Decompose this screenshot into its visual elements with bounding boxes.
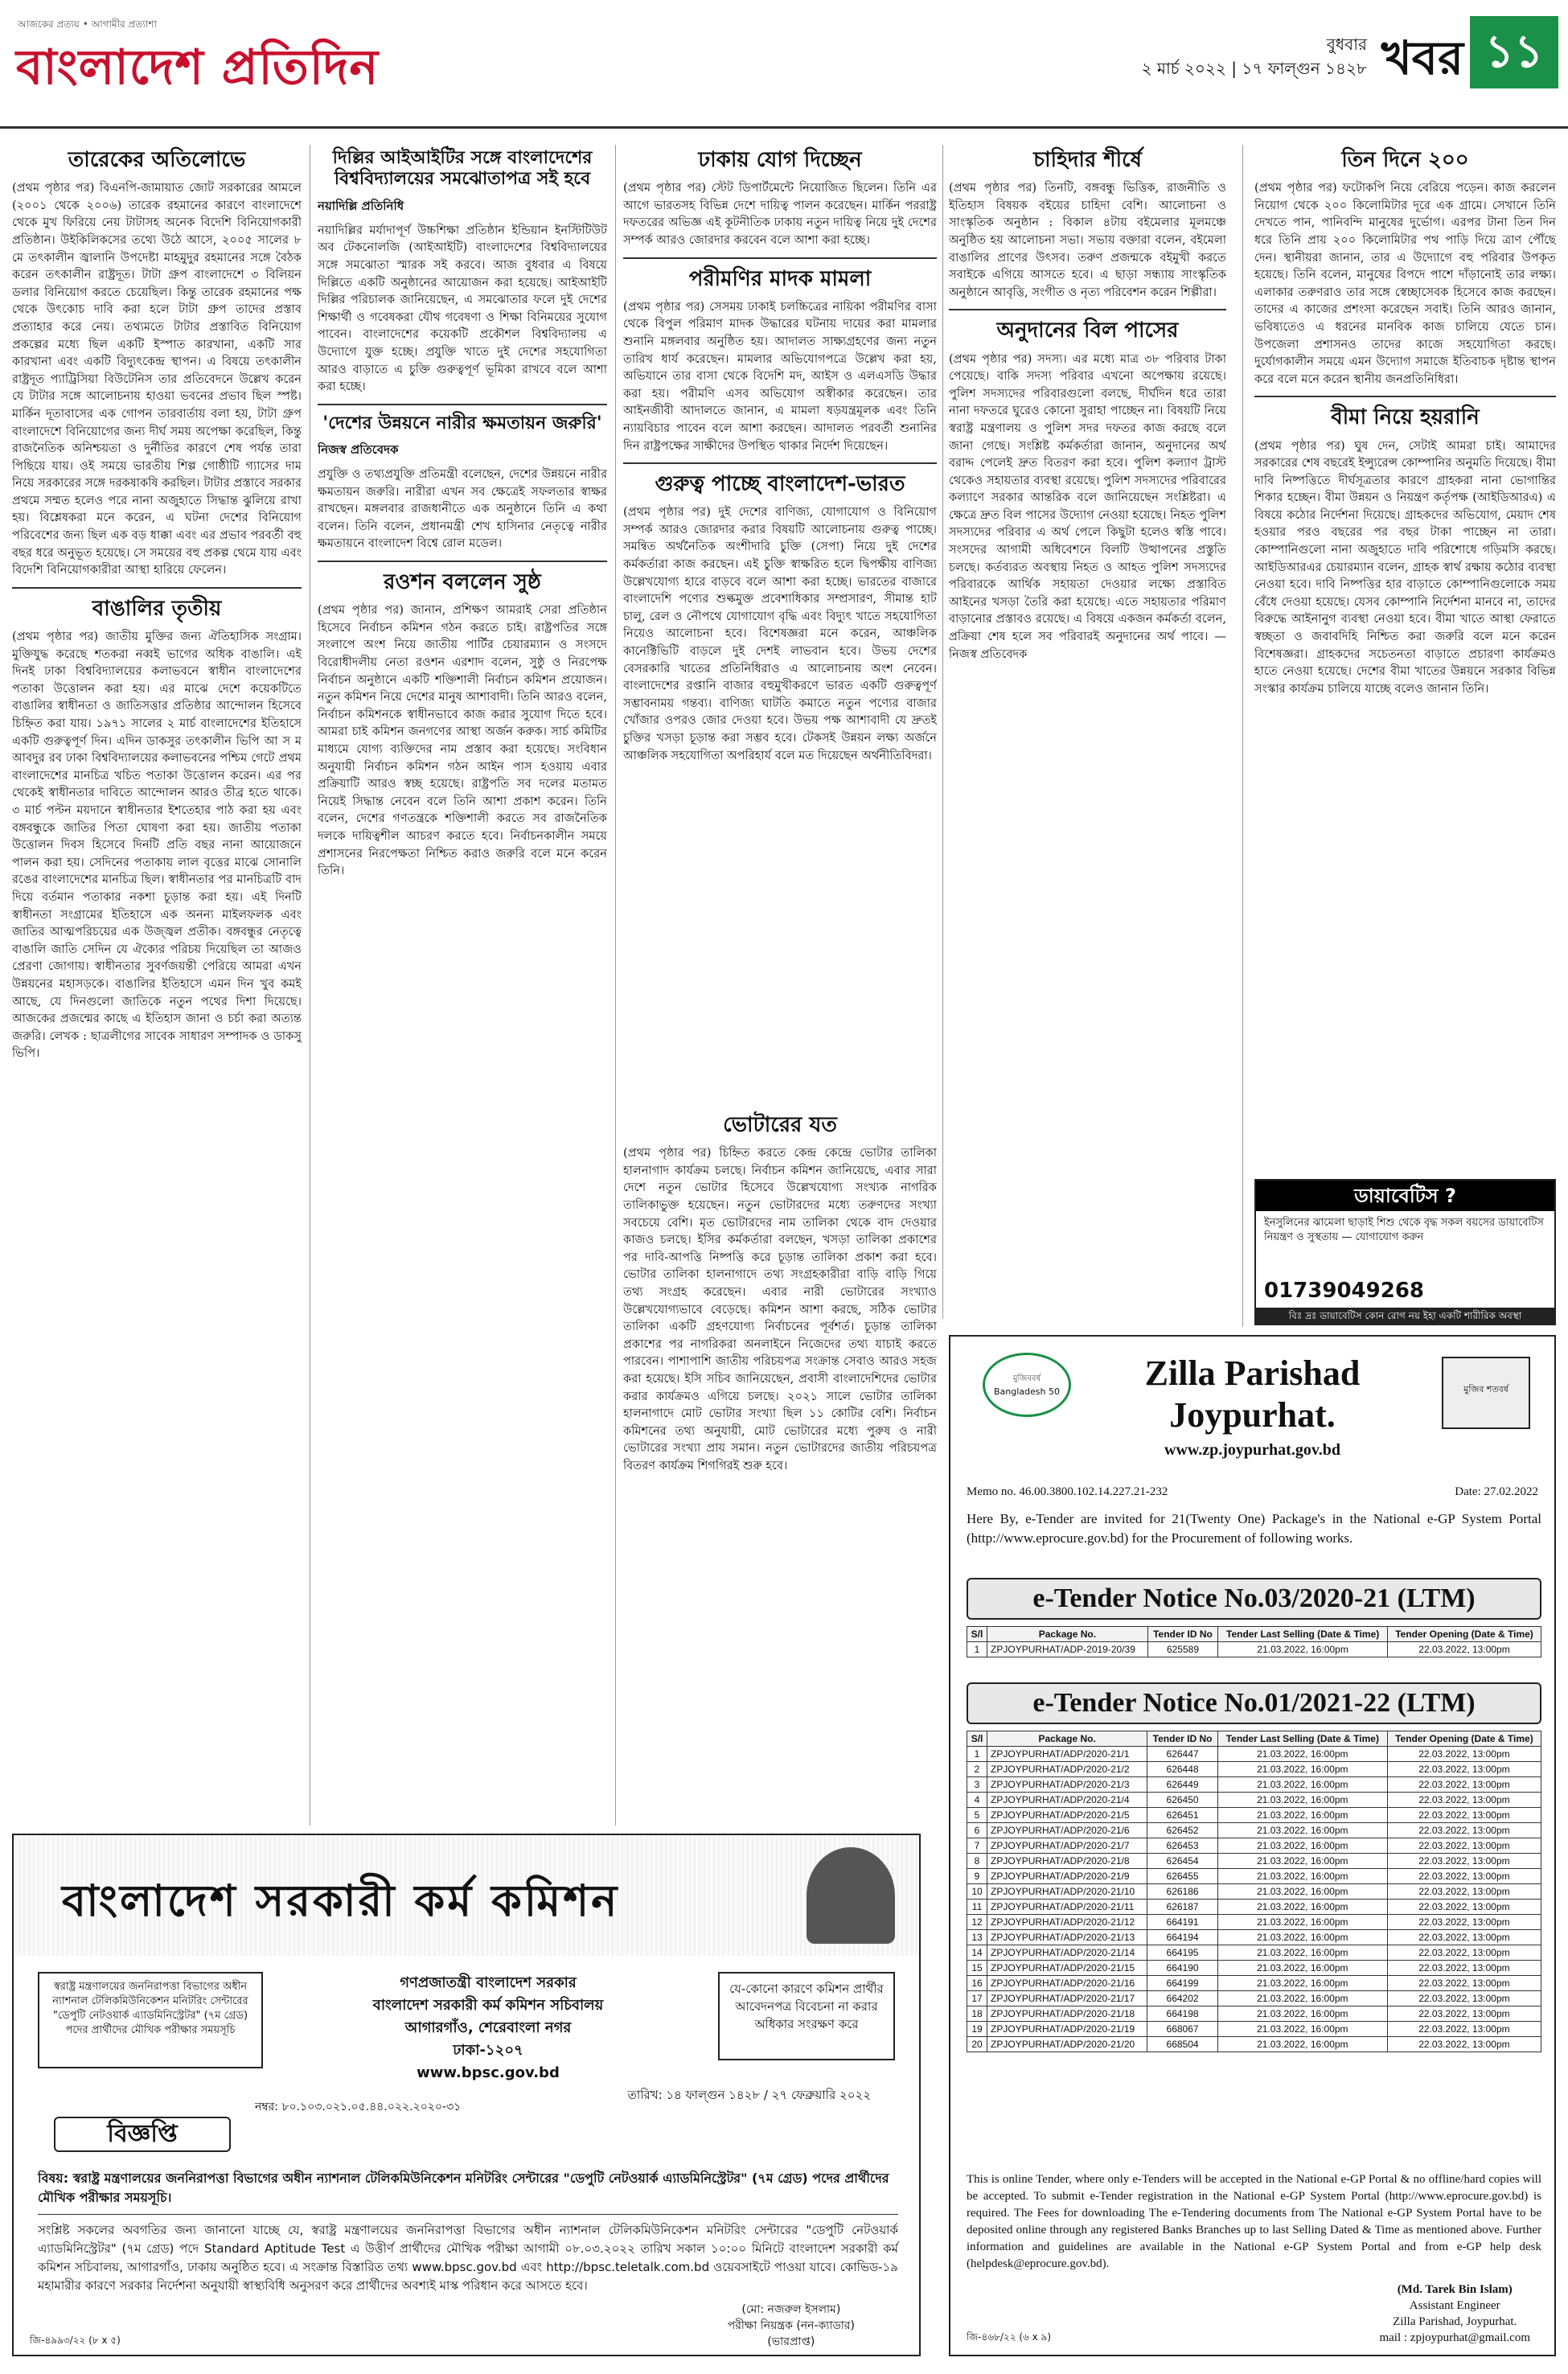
table-cell: ZPJOYPURHAT/ADP/2020-21/16 (987, 1976, 1147, 1991)
table-row (967, 1823, 1541, 1838)
headline: চাহিদার শীর্ষে (1033, 148, 1142, 172)
article-body: প্রযুক্তি ও তথ্যপ্রযুক্তি প্রতিমন্ত্রী বলেছেন, দেশের উন্নয়নে নারীর ক্ষমতায়ন জরুরি। নারীরা এখন সব ক্ষেত্রেই সফলতার স্বাক্ষর রাখছেন। মঙ্গলবার রাজধানীতে এক অনুষ্ঠানে তিনি এ কথা বলেন। তিনি বলেন, প্রধানমন্ত্রী শেখ হাসিনার নেতৃত্বে নারীর ক্ষমতায়নে বাংলাদেশ বিশ্বে রোল মডেল। (318, 467, 607, 551)
table-cell: 18 (967, 2006, 987, 2022)
table-row (967, 2006, 1541, 2022)
article-body: (প্রথম পৃষ্ঠার পর) তিনটি, বঙ্গবন্ধু ভিত্তিক, রাজনীতি ও ইতিহাস বিষয়ক বইয়ের চাহিদা বেশি। আলোচনা ও সাংস্কৃতিক অনুষ্ঠান : বিকাল ৪টায় বইমেলার মূলমঞ্চে অনুষ্ঠিত হয় আলোচনা সভা। সভায় বক্তারা বলেন, বইমেলা বাঙালির প্রাণের উৎসব। তরুণ প্রজন্মকে বইমুখী করতে সবাইকে এগিয়ে আসতে হবে। এ ছাড়া সন্ধ্যায় সাংস্কৃতিক অনুষ্ঠানে আবৃত্তি, সংগীত ও নৃত্য পরিবেশন করেন শিল্পীরা। (949, 181, 1226, 299)
table-row (967, 1915, 1541, 1930)
mujib-year-badge: মুজিব শতবর্ষ (1442, 1357, 1530, 1429)
table-cell: 11 (967, 1900, 987, 1915)
table-cell: 21.03.2022, 16:00pm (1217, 1915, 1387, 1930)
table-cell: 21.03.2022, 16:00pm (1217, 1869, 1387, 1884)
bpsc-body: সংশ্লিষ্ট সকলের অবগতির জন্য জানানো যাচ্ছে যে, স্বরাষ্ট্র মন্ত্রণালয়ের জননিরাপত্তা বিভাগের অধীন ন্যাশনাল টেলিকমিউনিকেশন মনিটরিং সেন্টারের "ডেপুটি নেটওয়ার্ক এ্যাডমিনিস্ট্রেটর" (৭ম গ্রেড) পদে Standard Aptitude Test এ উত্তীর্ণ প্রার্থীদের মৌখিক পরীক্ষা আগামী ০৮.০৩.২০২২ তারিখ সকাল ১০:০০ মিনিটে বাংলাদেশ সরকারী কর্ম কমিশন সচিবালয়, আগারগাঁও, ঢাকায় অনুষ্ঠিত হবে। এ সংক্রান্ত বিস্তারিত তথ্য www.bpsc.gov.bd এবং http://bpsc.teletalk.com.bd ওয়েবসাইটে পাওয়া যাবে। কোভিড-১৯ মহামারীর কারণে সরকার নির্দেশনা অনুযায়ী স্বাস্থ্যবিধি অনুসরণ করে প্রার্থীদের অবশ্যই মাস্ক পরিধান করে আসতে হবে। (38, 2223, 898, 2293)
headline: ঢাকায় যোগ দিচ্ছেন (698, 148, 862, 172)
table-cell: 21.03.2022, 16:00pm (1217, 2022, 1387, 2037)
article-body: নয়াদিল্লির মর্যাদাপূর্ণ উচ্চশিক্ষা প্রতিষ্ঠান ইন্ডিয়ান ইনস্টিটিউট অব টেকনোলজি (আইআইটি) বাংলাদেশের বিশ্ববিদ্যালয়ের সঙ্গে সমঝোতা স্মারক সই করবে। আজ বুধবার এ বিষয়ে দিল্লিতে একটি অনুষ্ঠানের আয়োজন করা হয়েছে। আইআইটি দিল্লির পরিচালক জানিয়েছেন, এ সমঝোতার ফলে দুই দেশের শিক্ষার্থী ও গবেষকরা যৌথ গবেষণা ও শিক্ষা বিনিময়ের সুযোগ পাবেন। বাংলাদেশের কয়েকটি প্রকৌশল বিশ্ববিদ্যালয় এ উদ্যোগে যুক্ত হচ্ছে। প্রযুক্তি খাতে দুই দেশের সহযোগিতা আরও বাড়াতে এ চুক্তি গুরুত্বপূর্ণ ভূমিকা রাখবে বলে আশা করা হচ্ছে। (318, 223, 607, 394)
table-cell: 22.03.2022, 13:00pm (1387, 1976, 1541, 1991)
newspaper-logo: বাংলাদেশ প্রতিদিন (16, 39, 380, 96)
table-cell: 22.03.2022, 13:00pm (1387, 1915, 1541, 1930)
article-body: (প্রথম পৃষ্ঠার পর) স্টেট ডিপার্টমেন্টে নিয়োজিত ছিলেন। তিনি এর আগে ভারতসহ বিভিন্ন দেশে দায়িত্ব পালন করেছেন। মার্কিন পররাষ্ট্র দফতরের অভিজ্ঞ এই কূটনীতিক ঢাকায় নতুন দায়িত্ব নিয়ে দুই দেশের সম্পর্ক আরও জোরদার করবেন বলে আশা করা হচ্ছে। (623, 181, 937, 247)
table-cell: 21.03.2022, 16:00pm (1217, 1747, 1387, 1762)
column-divider (942, 145, 943, 1319)
table-cell: 17 (967, 1991, 987, 2006)
ad-headline: ডায়াবেটিস ? (1256, 1181, 1554, 1211)
tender-table-1 (967, 1626, 1541, 1657)
table-cell: ZPJOYPURHAT/ADP/2020-21/8 (987, 1854, 1147, 1869)
table-cell: 20 (967, 2037, 987, 2052)
table-header: Tender Opening (Date & Time) (1387, 1731, 1541, 1747)
table-cell: 22.03.2022, 13:00pm (1387, 1808, 1541, 1823)
table-cell: 15 (967, 1961, 987, 1976)
table-cell: 21.03.2022, 16:00pm (1217, 1777, 1387, 1793)
table-cell: ZPJOYPURHAT/ADP/2020-21/9 (987, 1869, 1147, 1884)
table-cell: 21.03.2022, 16:00pm (1217, 2006, 1387, 2022)
table-cell: ZPJOYPURHAT/ADP/2020-21/7 (987, 1838, 1147, 1854)
table-row (967, 1991, 1541, 2006)
table-cell: 22.03.2022, 13:00pm (1387, 1777, 1541, 1793)
table-row (967, 1900, 1541, 1915)
table-cell: 626455 (1147, 1869, 1218, 1884)
logo-caption: মুজিববর্ষ (1012, 1374, 1041, 1383)
ad-text: ইনসুলিনের ঝামেলা ছাড়াই শিশু থেকে বৃদ্ধ সকল বয়সের ডায়াবেটিস নিয়ন্ত্রণ ও সুস্থতায় — যোগাযোগ করুন (1264, 1217, 1544, 1243)
signer-mail: mail : zpjoypurhat@gmail.com (1379, 2331, 1530, 2344)
table-cell: 5 (967, 1808, 987, 1823)
column-1 (12, 145, 302, 1826)
table-cell: 664202 (1147, 1991, 1218, 2006)
logo-tagline: আজকের প্রত্যয় • আগামীর প্রত্যাশা (18, 18, 157, 30)
table-cell: 1 (967, 1642, 987, 1657)
table-row (967, 1642, 1541, 1657)
table-cell: 21.03.2022, 16:00pm (1217, 1808, 1387, 1823)
bpsc-address: গণপ্রজাতন্ত্রী বাংলাদেশ সরকার বাংলাদেশ সরকারী কর্ম কমিশন সচিবালয় আগারগাঁও, শেরেবাংলা নগর ঢাকা-১২০৭ www.bpsc.gov.bd (372, 1974, 604, 2081)
table-row (967, 1930, 1541, 1945)
headline: 'দেশের উন্নয়নে নারীর ক্ষমতায়ন জরুরি' (322, 413, 602, 433)
column-divider (615, 145, 616, 1826)
divider (1254, 396, 1556, 397)
bpsc-left-box: স্বরাষ্ট্র মন্ত্রণালয়ের জননিরাপত্তা বিভাগের অধীন ন্যাশনাল টেলিকমিউনিকেশন মনিটরিং সেন্টারের "ডেপুটি নেটওয়ার্ক এ্যাডমিনিস্ট্রেটর" (৭ম গ্রেড) পদের প্রার্থীদের মৌখিক পরীক্ষার সময়সূচি (38, 1972, 263, 2068)
table-cell: 22.03.2022, 13:00pm (1387, 2006, 1541, 2022)
portrait-image (807, 1847, 895, 1944)
table-cell: 22.03.2022, 13:00pm (1387, 1747, 1541, 1762)
table-cell: 22.03.2022, 13:00pm (1387, 1793, 1541, 1808)
article-body: (প্রথম পৃষ্ঠার পর) ঘুষ দেন, সেটাই আমরা চাই। আমাদের সরকারের শেষ বছরেই ইন্স্যুরেন্স কোম্পানির অনুমতি দিয়েছে। বীমা দাবি নিষ্পত্তিতে দীর্ঘসূত্রতার কারণে গ্রাহকরা নানা ভোগান্তির শিকার হচ্ছেন। বীমা উন্নয়ন ও নিয়ন্ত্রণ কর্তৃপক্ষ (আইডিআরএ) এ বিষয়ে কঠোর নির্দেশনা দিয়েছে। গ্রাহকদের অভিযোগ, মেয়াদ শেষ হওয়ার পরও বছরের পর বছর টাকা পাচ্ছেন না তারা। কোম্পানিগুলো নানা অজুহাতে দাবি পরিশোধে গড়িমসি করছে। আইডিআরএর চেয়ারম্যান বলেন, গ্রাহক স্বার্থ রক্ষায় কঠোর ব্যবস্থা নেওয়া হবে। দাবি নিষ্পত্তির হার বাড়াতে কোম্পানিগুলোকে সময় বেঁধে দেওয়া হয়েছে। যেসব কোম্পানি নির্দেশনা মানবে না, তাদের বিরুদ্ধে আইনানুগ ব্যবস্থা নেওয়া হবে। বীমা খাতে আস্থা ফেরাতে স্বচ্ছতা ও জবাবদিহি নিশ্চিত করা জরুরি বলে মনে করেন বিশেষজ্ঞরা। গ্রাহকদের সচেতনতা বাড়াতে প্রচারণা কার্যক্রমও হাতে নেওয়া হয়েছে। দেশের বীমা খাতের উন্নয়নে সরকার বিভিন্ন সংস্কার কার্যক্রম চালিয়ে যাচ্ছে বলেও জানান তিনি। (1254, 438, 1556, 696)
bpsc-memo: নম্বর: ৮০.১০৩.০২১.০৫.৪৪.০২২.২০২০-৩১ (255, 2101, 462, 2113)
column-divider (1242, 145, 1243, 1327)
table-cell: 22.03.2022, 13:00pm (1387, 1991, 1541, 2006)
tender-notice (949, 1335, 1556, 2356)
table-cell: ZPJOYPURHAT/ADP/2020-21/15 (987, 1961, 1147, 1976)
headline: ভোটারের যত (723, 1113, 837, 1137)
table-cell: 22.03.2022, 13:00pm (1387, 1869, 1541, 1884)
tender-intro: Here By, e-Tender are invited for 21(Twenty One) Package's in the National e-GP System Portal (http://www.eprocure.gov.bd) for the Procurement of following works. (967, 1511, 1541, 1546)
notice-heading-1: e-Tender Notice No.03/2020-21 (LTM) (967, 1578, 1541, 1620)
bpsc-date: তারিখ: ১৪ ফাল্গুন ১৪২৮ / ২৭ ফেব্রুয়ারি ২০২২ (627, 2088, 871, 2102)
article-body: (প্রথম পৃষ্ঠার পর) বিএনপি-জামায়াত জোট সরকারের আমলে (২০০১ থেকে ২০০৬) তারেক রহমানের কারণে বাংলাদেশে থেকে মুখ ফিরিয়ে নেয় টাটাসহ অনেক বিদেশি বিনিয়োগকারী প্রতিষ্ঠান। উইকিলিকসের তথ্যে উঠে আসে, ২০০৫ সালের ৮ মে তৎকালীন জ্বালানি উপদেষ্টা মাহমুদুর রহমানের সঙ্গে বৈঠক করেন তৎকালীন রাষ্ট্রদূত। টাটা গ্রুপ বাংলাদেশে ৩ বিলিয়ন ডলার বিনিয়োগ করতে চেয়েছিল। কিন্তু তারেক রহমানের পক্ষ থেকে উৎকোচ দাবি করা হলে টাটা গ্রুপ তাদের প্রস্তাব প্রত্যাহার করে নেয়। তথ্যমতে টাটার প্রস্তাবিত বিনিয়োগ প্রকল্পের মধ্যে ছিল একটি ইস্পাত কারখানা, একটি সার কারখানা এবং একটি বিদ্যুৎকেন্দ্র স্থাপন। এ বিষয়ে তৎকালীন রাষ্ট্রদূত প্যাট্রিসিয়া বিউটেনিস তার প্রতিবেদনে উল্লেখ করেন যে টাটার সঙ্গে আলোচনায় হাওয়া ভবনের প্রভাব ছিল স্পষ্ট। মার্কিন দূতাবাসের এক গোপন তারবার্তায় বলা হয়, টাটা গ্রুপ বাংলাদেশে বিনিয়োগের জন্য দীর্ঘ সময় অপেক্ষা করেছিল, কিন্তু রাজনৈতিক অনিশ্চয়তা ও দুর্নীতির কারণে শেষ পর্যন্ত তারা পিছিয়ে যায়। ওই সময়ে ভারতীয় শিল্প গোষ্ঠীটি গ্যাসের দাম নিয়ে সরকারের সঙ্গে দরকষাকষি করছিল। টাটার প্রস্তাবে সরকার প্রথমে সম্মত হলেও পরে নানা অজুহাতে সিদ্ধান্ত ঝুলিয়ে রাখা হয়। বিশ্লেষকরা মনে করেন, এ ঘটনা দেশের বিনিয়োগ পরিবেশের জন্য ছিল এক বড় ধাক্কা এবং এর প্রভাব পরবর্তী বহু বছর ধরে অনুভূত হয়েছে। সে সময়ের বহু প্রকল্প থেমে যায় এবং বিদেশি বিনিয়োগকারীরা আস্থা হারিয়ে ফেলেন। (12, 181, 302, 577)
signer-org: Zilla Parishad, Joypurhat. (1393, 2315, 1517, 2328)
headline: তিন দিনে ২০০ (1341, 148, 1469, 172)
table-cell: 21.03.2022, 16:00pm (1217, 1793, 1387, 1808)
table-cell: 21.03.2022, 16:00pm (1218, 1642, 1388, 1657)
table-row (967, 1793, 1541, 1808)
table-cell: 626186 (1147, 1884, 1218, 1900)
divider (949, 309, 1226, 310)
bpsc-banner (14, 1835, 919, 1956)
memo-number: Memo no. 46.00.3800.102.14.227.21-232 (967, 1485, 1168, 1498)
table-row (967, 1945, 1541, 1961)
table-cell: 664198 (1147, 2006, 1218, 2022)
table-cell: 625589 (1147, 1642, 1218, 1657)
table-cell: 14 (967, 1945, 987, 1961)
signer-name: (Md. Tarek Bin Islam) (1397, 2283, 1513, 2296)
table-header: Tender Opening (Date & Time) (1388, 1627, 1541, 1642)
table-cell: 21.03.2022, 16:00pm (1217, 1854, 1387, 1869)
bpsc-subject: বিষয়: স্বরাষ্ট্র মন্ত্রণালয়ের জননিরাপত্তা বিভাগের অধীন ন্যাশনাল টেলিকমিউনিকেশন মনিটরিং সেন্টারের "ডেপুটি নেটওয়ার্ক এ্যাডমিনিস্ট্রেটর" (৭ম গ্রেড) পদের প্রার্থীদের মৌখিক পরীক্ষার সময়সূচি। (38, 2169, 898, 2215)
table-row (967, 2022, 1541, 2037)
table-cell: ZPJOYPURHAT/ADP/2020-21/1 (987, 1747, 1147, 1762)
table-cell: 668504 (1147, 2037, 1218, 2052)
table-header: S/l (967, 1627, 987, 1642)
divider (623, 462, 937, 464)
table-cell: 8 (967, 1854, 987, 1869)
website-url: www.zp.joypurhat.gov.bd (1164, 1441, 1340, 1459)
page-number: ১১ (1470, 16, 1558, 88)
table-cell: ZPJOYPURHAT/ADP/2020-21/10 (987, 1884, 1147, 1900)
bpsc-notice (12, 1834, 921, 2356)
bpsc-title: বাংলাদেশ সরকারী কর্ম কমিশন (62, 1875, 620, 1926)
table-cell: 21.03.2022, 16:00pm (1217, 1930, 1387, 1945)
table-cell: 664199 (1147, 1976, 1218, 1991)
jubilee-logo-icon (983, 1353, 1071, 1417)
bpsc-right-box: যে-কোনো কারণে কমিশন প্রার্থীর আবেদনপত্র বিবেচনা না করার অধিকার সংরক্ষণ করে (718, 1972, 895, 2060)
ad-code: জি-৪৯৯৩/২২ (৮ x ৫) (30, 2335, 121, 2346)
tender-table-2 (967, 1731, 1541, 2052)
tender-signature (1379, 2282, 1530, 2346)
table-cell: 1 (967, 1747, 987, 1762)
article-body: (প্রথম পৃষ্ঠার পর) সদস্য। এর মধ্যে মাত্র ৩৮ পরিবার টাকা পেয়েছে। বাকি সদস্য পরিবার এখনো অপেক্ষায় রয়েছে। পুলিশ সদস্যদের পরিবারগুলো বলছে, দীর্ঘদিন ধরে তারা নানা দফতরে ঘুরেও কোনো সুরাহা পাচ্ছেন না। বিষয়টি নিয়ে স্বরাষ্ট্র মন্ত্রণালয় ও পুলিশ সদর দফতর কাজ করছে বলে জানা গেছে। সংশ্লিষ্ট কর্মকর্তারা জানান, অনুদানের অর্থ বরাদ্দ পেলেই দ্রুত বিতরণ করা হবে। পুলিশ কল্যাণ ট্রাস্ট থেকেও সহায়তার ব্যবস্থা রয়েছে। পুলিশ সদস্যদের পরিবারের কল্যাণে সরকার আন্তরিক বলে জানিয়েছেন সংশ্লিষ্টরা। এ ক্ষেত্রে দ্রুত বিল পাসের উদ্যোগ নেওয়া হয়েছে। নিহত পুলিশ সদস্যদের পরিবার এ অর্থ পেলে কিছুটা হলেও স্বস্তি পাবে। সংসদের আগামী অধিবেশনে বিলটি উত্থাপনের প্রস্তুতি চলছে। কর্তব্যরত অবস্থায় নিহত ও আহত পুলিশ সদস্যদের পরিবারকে আর্থিক সহায়তা দেওয়ার লক্ষ্যে প্রস্তাবিত আইনের খসড়া তৈরি করা হয়েছে। এতে সহায়তার পরিমাণ বাড়ানোর প্রস্তাবও রয়েছে। এ বিষয়ে একজন কর্মকর্তা বলেন, প্রক্রিয়া শেষ হলে সব পরিবারই অনুদানের অর্থ পাবে। — নিজস্ব প্রতিবেদক (949, 351, 1226, 661)
table-row (967, 1976, 1541, 1991)
table-cell: 21.03.2022, 16:00pm (1217, 1838, 1387, 1854)
headline: অনুদানের বিল পাসের (996, 318, 1179, 343)
table-cell: 22.03.2022, 13:00pm (1387, 1900, 1541, 1915)
ad-footer: বিঃ দ্রঃ ডায়াবেটিস কোন রোগ নয় ইহা একটি শারীরিক অবস্থা (1256, 1308, 1554, 1324)
table-cell: ZPJOYPURHAT/ADP/2020-21/13 (987, 1930, 1147, 1945)
table-cell: 21.03.2022, 16:00pm (1217, 1762, 1387, 1777)
table-cell: ZPJOYPURHAT/ADP/2020-21/18 (987, 2006, 1147, 2022)
table-cell: 22.03.2022, 13:00pm (1387, 2037, 1541, 2052)
table-row (967, 2037, 1541, 2052)
table-cell: 21.03.2022, 16:00pm (1217, 1945, 1387, 1961)
table-row (967, 1762, 1541, 1777)
table-header: Package No. (987, 1731, 1147, 1747)
notice-date: Date: 27.02.2022 (1455, 1485, 1538, 1498)
byline: নিজস্ব প্রতিবেদক (318, 442, 399, 458)
table-cell: 626450 (1147, 1793, 1218, 1808)
headline: তারেকের অতিলোভে (68, 148, 246, 172)
table-row (967, 1884, 1541, 1900)
table-cell: 9 (967, 1869, 987, 1884)
table-cell: 626451 (1147, 1808, 1218, 1823)
divider (318, 561, 607, 562)
table-cell: 22.03.2022, 13:00pm (1387, 1930, 1541, 1945)
table-cell: 664190 (1147, 1961, 1218, 1976)
signer-title: Assistant Engineer (1409, 2299, 1500, 2312)
table-cell: ZPJOYPURHAT/ADP/2020-21/19 (987, 2022, 1147, 2037)
table-cell: ZPJOYPURHAT/ADP/2020-21/4 (987, 1793, 1147, 1808)
column-5 (1254, 145, 1556, 1171)
voter-article (623, 1110, 937, 1826)
table-cell: 21.03.2022, 16:00pm (1217, 1884, 1387, 1900)
table-header: Tender Last Selling (Date & Time) (1218, 1627, 1388, 1642)
column-2 (318, 145, 607, 1826)
notice-heading-2: e-Tender Notice No.01/2021-22 (LTM) (967, 1682, 1541, 1724)
table-row (967, 1777, 1541, 1793)
divider (318, 404, 607, 405)
article-body: (প্রথম পৃষ্ঠার পর) ফটোকপি নিয়ে বেরিয়ে পড়েন। কাজ করলেন নিয়োগ থেকে ২০০ কিলোমিটার দূরে এক গ্রামে। সেখানে তিনি দেখতে পান, পানিবন্দি মানুষের দুর্ভোগ। এরপর টানা তিন দিন ধরে তিনি প্রায় ২০০ কিলোমিটার পথ পাড়ি দিয়ে ত্রাণ পৌঁছে দেন। স্থানীয়রা জানান, তার এ উদ্যোগে বহু পরিবার উপকৃত হয়েছে। তিনি বলেন, মানুষের বিপদে পাশে দাঁড়ানোই তার লক্ষ্য। এলাকার তরুণরাও তার সঙ্গে স্বেচ্ছাসেবক হিসেবে কাজ করছেন। তাদের এ কাজের প্রশংসা করেছেন সবাই। তিনি আরও জানান, ভবিষ্যতেও এ ধরনের মানবিক কাজ চালিয়ে যেতে চান। উপজেলা প্রশাসনও তাদের কাজে সহযোগিতা করছে। দুর্যোগকালীন সময়ে এমন উদ্যোগ সমাজে ইতিবাচক দৃষ্টান্ত স্থাপন করে বলে মনে করেন স্থানীয় জনপ্রতিনিধিরা। (1254, 181, 1556, 386)
table-cell: 626448 (1147, 1762, 1218, 1777)
article-body: (প্রথম পৃষ্ঠার পর) সেসময় ঢাকাই চলচ্চিত্রের নায়িকা পরীমণির বাসা থেকে বিপুল পরিমাণ মাদক উদ্ধারের ঘটনায় দায়ের করা মামলার শুনানি মঙ্গলবার অনুষ্ঠিত হয়। আদালত সাক্ষ্যগ্রহণের জন্য নতুন তারিখ ধার্য করেছেন। মামলার অভিযোগপত্রে উল্লেখ করা হয়, অভিযানে তার বাসা থেকে বিদেশি মদ, আইস ও এলএসডি উদ্ধার করা হয়। পরীমণি এসব অভিযোগ অস্বীকার করেছেন। তার আইনজীবী আদালতে জানান, এ মামলা ষড়যন্ত্রমূলক এবং তিনি ন্যায়বিচার পাবেন বলে আশা করছেন। আদালত পরবর্তী শুনানির দিন রাষ্ট্রপক্ষের সাক্ষীদের উপস্থিত থাকার নির্দেশ দিয়েছেন। (623, 299, 937, 453)
table-cell: 22.03.2022, 13:00pm (1387, 1945, 1541, 1961)
table-cell: ZPJOYPURHAT/ADP/2020-21/20 (987, 2037, 1147, 2052)
divider (623, 257, 937, 259)
dateline (1029, 32, 1367, 80)
headline: বীমা নিয়ে হয়রানি (1331, 405, 1480, 430)
headline: গুরুত্ব পাচ্ছে বাংলাদেশ-ভারত (655, 472, 905, 497)
table-row (967, 1869, 1541, 1884)
table-cell: 626187 (1147, 1900, 1218, 1915)
table-cell: ZPJOYPURHAT/ADP/2020-21/17 (987, 1991, 1147, 2006)
table-cell: 16 (967, 1976, 987, 1991)
table-row (967, 1854, 1541, 1869)
table-cell: 12 (967, 1915, 987, 1930)
table-cell: 4 (967, 1793, 987, 1808)
masthead (0, 0, 1568, 129)
byline: নয়াদিল্লি প্রতিনিধি (318, 198, 404, 213)
table-cell: 664194 (1147, 1930, 1218, 1945)
table-cell: 664195 (1147, 1945, 1218, 1961)
divider (12, 587, 302, 589)
section-name: খবর (1381, 31, 1463, 85)
org-line-2: Joypurhat. (1169, 1395, 1336, 1435)
table-cell: ZPJOYPURHAT/ADP/2020-21/2 (987, 1762, 1147, 1777)
table-cell: 626454 (1147, 1854, 1218, 1869)
table-cell: 668067 (1147, 2022, 1218, 2037)
table-cell: ZPJOYPURHAT/ADP/2020-21/6 (987, 1823, 1147, 1838)
table-cell: 22.03.2022, 13:00pm (1387, 1854, 1541, 1869)
table-header: S/l (967, 1731, 987, 1747)
table-cell: 22.03.2022, 13:00pm (1387, 1762, 1541, 1777)
table-cell: 22.03.2022, 13:00pm (1387, 1823, 1541, 1838)
table-cell: 21.03.2022, 16:00pm (1217, 1961, 1387, 1976)
table-cell: 664191 (1147, 1915, 1218, 1930)
table-cell: 22.03.2022, 13:00pm (1387, 1961, 1541, 1976)
article-body: (প্রথম পৃষ্ঠার পর) জানান, প্রশিক্ষণ আমরাই সেরা প্রতিষ্ঠান হিসেবে নির্বাচন কমিশন গঠন করতে চাই। রাষ্ট্রপতির সঙ্গে সংলাপে অংশ নিয়ে জাতীয় পার্টির চেয়ারম্যান ও সংসদে বিরোধীদলীয় নেতা রওশন এরশাদ বলেন, সুষ্ঠু ও নিরপেক্ষ নির্বাচন অনুষ্ঠানে একটি শক্তিশালী নির্বাচন কমিশন প্রয়োজন। নতুন কমিশন নিয়ে দেশের মানুষ আশাবাদী। তিনি আরও বলেন, নির্বাচন কমিশনকে স্বাধীনভাবে কাজ করার সুযোগ দিতে হবে। আমরা চাই কমিশন জনগণের আস্থা অর্জন করুক। সার্চ কমিটির মাধ্যমে যোগ্য ব্যক্তিদের নাম প্রস্তাব করা হয়েছে। সংবিধান অনুযায়ী নির্বাচন কমিশন গঠন আইন পাস হওয়ায় এবার প্রক্রিয়াটি আরও স্বচ্ছ হয়েছে। রাষ্ট্রপতি সব দলের মতামত নিয়েই সিদ্ধান্ত নেবেন বলে তিনি আশা প্রকাশ করেন। তিনি বলেন, দেশের গণতন্ত্রকে শক্তিশালী করতে সব রাজনৈতিক দলকে দায়িত্বশীল আচরণ করতে হবে। নির্বাচনকালীন সময়ে প্রশাসনের নিরপেক্ষতা নিশ্চিত করাও জরুরি বলে মনে করেন তিনি। (318, 603, 607, 878)
table-cell: 19 (967, 2022, 987, 2037)
headline: পরীমণির মাদক মামলা (688, 266, 872, 291)
logo-text: Bangladesh 50 (994, 1386, 1060, 1397)
table-cell: ZPJOYPURHAT/ADP/2020-21/5 (987, 1808, 1147, 1823)
diabetes-ad (1254, 1179, 1556, 1325)
headline: রওশন বললেন সুষ্ঠ (384, 570, 541, 595)
article-body: (প্রথম পৃষ্ঠার পর) জাতীয় মুক্তির জন্য ঐতিহাসিক সংগ্রাম। মুক্তিযুদ্ধ করেছে শতকরা নব্বই ভাগের অধিক বাঙালি। এই দিনই ঢাকা বিশ্ববিদ্যালয়ের কলাভবনে স্বাধীন বাংলাদেশের পতাকা উত্তোলন করা হয়। এর মাঝে দেশে কয়েকটিতে বাঙালির স্বাধীনতা ও জাতিসত্তার প্রতিষ্ঠার আন্দোলন হিসেবে চিহ্নিত করা যায়। ১৯৭১ সালের ২ মার্চ বাংলাদেশের ইতিহাসে একটি গুরুত্বপূর্ণ দিন। এদিন ডাকসুর তৎকালীন ভিপি আ স ম আবদুর রব ঢাকা বিশ্ববিদ্যালয়ের কলাভবনের পশ্চিম গেটে প্রথম বাংলাদেশের মানচিত্র খচিত পতাকা উত্তোলন করেন। এর পর থেকেই স্বাধীনতার দাবিতে আন্দোলন আরও তীব্র হতে থাকে। ৩ মার্চ পল্টন ময়দানে স্বাধীনতার ইশতেহার পাঠ করা হয় এবং বঙ্গবন্ধুকে জাতির পিতা ঘোষণা করা হয়। জাতীয় পতাকা উত্তোলন দিবস হিসেবে দিনটি প্রতি বছর নানা আয়োজনে পালন করা হয়। সেদিনের পতাকায় লাল বৃত্তের মাঝে সোনালি রঙের বাংলাদেশের মানচিত্র ছিল। স্বাধীনতার পর মানচিত্রটি বাদ দিয়ে বর্তমান পতাকার নকশা চূড়ান্ত করা হয়। এই দিনটি স্বাধীনতা সংগ্রামের ইতিহাসে এক অনন্য মাইলফলক এবং জাতির আত্মপরিচয়ের এক উজ্জ্বল প্রতীক। বঙ্গবন্ধুর নেতৃত্বে বাঙালি জাতি সেদিন যে ঐক্যের পরিচয় দিয়েছিল তা আজও প্রেরণা জোগায়। স্বাধীনতার সুবর্ণজয়ন্তী পেরিয়ে আমরা এখন উন্নয়নের মহাসড়কে। বাঙালির ইতিহাসে এমন দিন খুব কমই আছে, যে দিনগুলো জাতিকে নতুন পথের দিশা দিয়েছে। আজকের প্রজন্মের কাছে এ ইতিহাস জানা ও চর্চা করা অত্যন্ত জরুরি। লেখক : ছাত্রলীগের সাবেক সাধারণ সম্পাদক ও ডাকসু ভিপি। (12, 630, 302, 1061)
ad-code: জি-৪৬৮/২২ (৬ x ৯) (967, 2331, 1052, 2343)
table-header: Tender ID No (1147, 1731, 1218, 1747)
table-cell: 21.03.2022, 16:00pm (1217, 1900, 1387, 1915)
table-cell: 21.03.2022, 16:00pm (1217, 1976, 1387, 1991)
table-cell: 7 (967, 1838, 987, 1854)
table-cell: 22.03.2022, 13:00pm (1387, 1884, 1541, 1900)
table-row (967, 1961, 1541, 1976)
table-cell: 21.03.2022, 16:00pm (1217, 1991, 1387, 2006)
issue-date: ২ মার্চ ২০২২ | ১৭ ফাল্গুন ১৪২৮ (1141, 59, 1367, 78)
table-cell: 21.03.2022, 16:00pm (1217, 2037, 1387, 2052)
table-header: Tender Last Selling (Date & Time) (1217, 1731, 1387, 1747)
weekday: বুধবার (1326, 35, 1367, 54)
table-cell: 13 (967, 1930, 987, 1945)
headline: দিল্লির আইআইটির সঙ্গে বাংলাদেশের বিশ্ববিদ্যালয়ের সমঝোতাপত্র সই হবে (332, 148, 593, 190)
table-cell: 6 (967, 1823, 987, 1838)
ad-phone: 01739049268 (1264, 1279, 1424, 1303)
table-cell: ZPJOYPURHAT/ADP/2020-21/3 (987, 1777, 1147, 1793)
table-cell: 2 (967, 1762, 987, 1777)
table-row (967, 1838, 1541, 1854)
table-cell: 626447 (1147, 1747, 1218, 1762)
table-header: Tender ID No (1147, 1627, 1218, 1642)
table-cell: 22.03.2022, 13:00pm (1387, 2022, 1541, 2037)
tender-note: This is online Tender, where only e-Tenders will be accepted in the National e-GP Portal & no offline/hard copies will be accepted. To submit e-Tender registration in the National e-GP System Portal (http://www.eprocure.gov.bd) is required. The Fees for downloading The e-Tendering documents from The National e-GP System Portal have to be deposited online through any registered Banks Branches up to last Selling Dated & Time as mentioned above. Further information and guidelines are available in the National e-GP System Portal and from e-GP help desk (helpdesk@eprocure.gov.bd). (967, 2173, 1541, 2270)
table-cell: 22.03.2022, 13:00pm (1387, 1838, 1541, 1854)
table-cell: ZPJOYPURHAT/ADP/2020-21/14 (987, 1945, 1147, 1961)
table-header: Package No. (987, 1627, 1148, 1642)
table-cell: 3 (967, 1777, 987, 1793)
table-cell: ZPJOYPURHAT/ADP-2019-20/39 (987, 1642, 1148, 1657)
table-row (967, 1747, 1541, 1762)
table-cell: ZPJOYPURHAT/ADP/2020-21/11 (987, 1900, 1147, 1915)
table-cell: 626449 (1147, 1777, 1218, 1793)
article-body: (প্রথম পৃষ্ঠার পর) চিহ্নিত করতে কেন্দ্র কেন্দ্রে ভোটার তালিকা হালনাগাদ কার্যক্রম চলছে। নির্বাচন কমিশন জানিয়েছে, এবার সারা দেশে নতুন ভোটার হিসেবে উল্লেখযোগ্য সংখ্যক নাগরিক তালিকাভুক্ত হয়েছেন। নতুন ভোটারদের মধ্যে তরুণদের সংখ্যা সবচেয়ে বেশি। মৃত ভোটারদের নাম তালিকা থেকে বাদ দেওয়ার কাজও চলছে। ইসির কর্মকর্তারা বলছেন, খসড়া তালিকা প্রকাশের পর দাবি-আপত্তি নিষ্পত্তি করে চূড়ান্ত তালিকা প্রকাশ করা হবে। ভোটার তালিকা হালনাগাদে তথ্য সংগ্রহকারীরা বাড়ি বাড়ি গিয়ে তথ্য সংগ্রহ করেছেন। এবার নারী ভোটারের সংখ্যাও উল্লেখযোগ্যভাবে বেড়েছে। কমিশন আশা করছে, সঠিক ভোটার তালিকা একটি গ্রহণযোগ্য নির্বাচনের পূর্বশর্ত। চূড়ান্ত তালিকা প্রকাশের পর নাগরিকরা অনলাইনে নিজেদের তথ্য যাচাই করতে পারবেন। পাশাপাশি জাতীয় পরিচয়পত্র সংক্রান্ত সেবাও আরও সহজ করা হয়েছে। ইসি সচিব জানিয়েছেন, প্রবাসী বাংলাদেশিদের ভোটার করার কার্যক্রমও এগিয়ে চলছে। ২০২১ সালে ভোটার তালিকা হালনাগাদে মোট ভোটার সংখ্যা ছিল ১১ কোটির বেশি। নির্বাচন কমিশনের তথ্য অনুযায়ী, মোট ভোটারের মধ্যে পুরুষ ও নারী ভোটারের সংখ্যা প্রায় সমান। নতুন ভোটারদের জাতীয় পরিচয়পত্র বিতরণ কার্যক্রম শিগগিরই শুরু হবে। (623, 1146, 937, 1472)
bpsc-signature: (মো: নজরুল ইসলাম) পরীক্ষা নিয়ন্ত্রক (নন-ক্যাডার) (ভারপ্রাপ্ত) (727, 2303, 855, 2348)
table-cell: 626453 (1147, 1838, 1218, 1854)
article-body: (প্রথম পৃষ্ঠার পর) দুই দেশের বাণিজ্য, যোগাযোগ ও বিনিয়োগ সম্পর্ক আরও জোরদার করার বিষয়টি আলোচনায় গুরুত্ব পাচ্ছে। সমন্বিত অর্থনৈতিক অংশীদারি চুক্তি (সেপা) নিয়ে দুই দেশের কর্মকর্তারা কাজ করছেন। এই চুক্তি স্বাক্ষরিত হলে দ্বিপক্ষীয় বাণিজ্য উল্লেখযোগ্য হারে বাড়বে বলে আশা করা হচ্ছে। ভারতের বাজারে বাংলাদেশি পণ্যের শুল্কমুক্ত প্রবেশাধিকার সম্প্রসারণ, সীমান্ত হাট চালু, রেল ও নৌপথে যোগাযোগ বৃদ্ধি এবং বিদ্যুৎ খাতে সহযোগিতা নিয়েও আলোচনা হবে। বিশেষজ্ঞরা মনে করেন, আঞ্চলিক কানেক্টিভিটি বাড়লে দুই দেশই লাভবান হবে। উভয় দেশের বেসরকারি খাতের প্রতিনিধিরাও এ আলোচনায় অংশ নেবেন। বাংলাদেশের রপ্তানি বাজার বহুমুখীকরণে ভারত একটি গুরুত্বপূর্ণ সম্ভাবনাময় গন্তব্য। বাণিজ্য ঘাটতি কমাতে নতুন পণ্যের বাজার খোঁজার ওপরও জোর দেওয়া হবে। উভয় পক্ষ আশাবাদী যে দ্রুতই চুক্তির খসড়া চূড়ান্ত করা সম্ভব হবে। টেকসই উন্নয়ন লক্ষ্য অর্জনে আঞ্চলিক সহযোগিতা অপরিহার্য বলে মত দিয়েছেন অর্থনীতিবিদরা। (623, 505, 937, 762)
table-cell: 21.03.2022, 16:00pm (1217, 1823, 1387, 1838)
table-cell: ZPJOYPURHAT/ADP/2020-21/12 (987, 1915, 1147, 1930)
table-cell: 22.03.2022, 13:00pm (1388, 1642, 1541, 1657)
table-cell: 10 (967, 1884, 987, 1900)
table-cell: 626452 (1147, 1823, 1218, 1838)
notice-label: বিজ্ঞপ্তি (54, 2117, 231, 2152)
column-4 (949, 145, 1226, 1327)
table-row (967, 1808, 1541, 1823)
org-line-1: Zilla Parishad (1144, 1353, 1361, 1393)
headline: বাঙালির তৃতীয় (92, 596, 222, 621)
